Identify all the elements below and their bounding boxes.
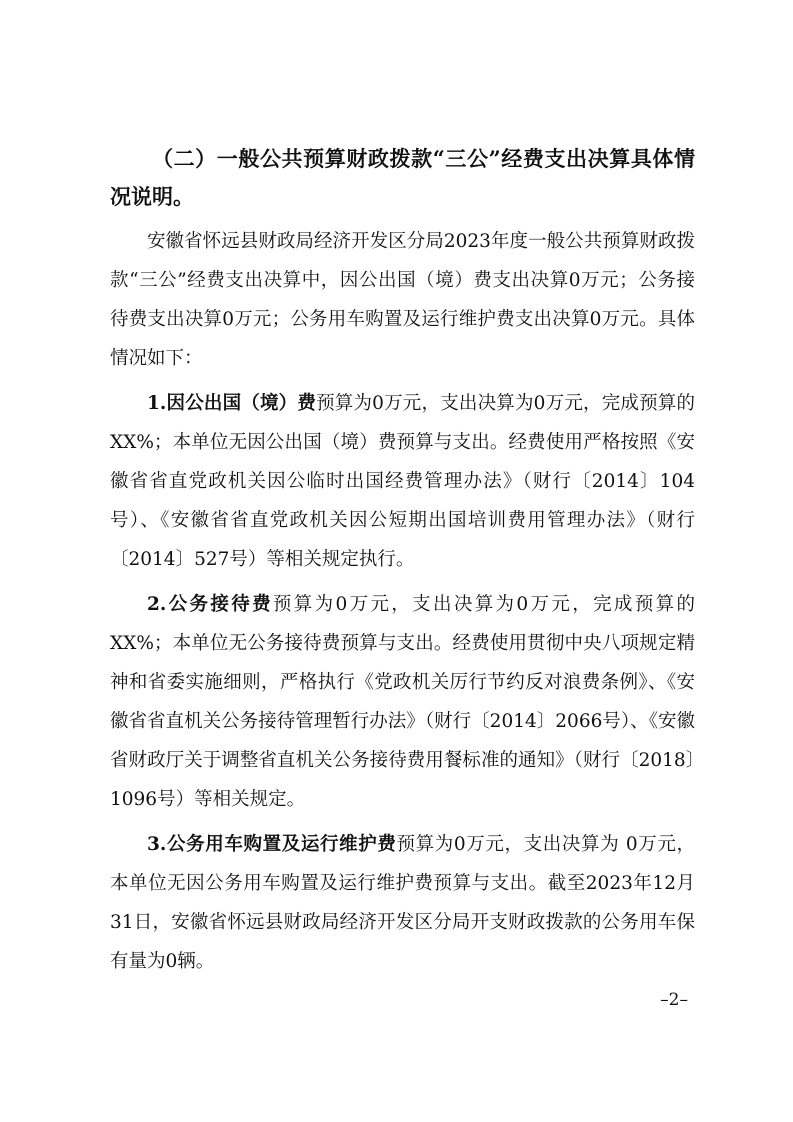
item-lead-1: 1.因公出国（境）费 xyxy=(147,393,317,414)
page-number: –2– xyxy=(660,990,688,1010)
item-paragraph-2 xyxy=(110,585,695,819)
item-paragraph-3 xyxy=(110,825,695,981)
item-lead-2: 2.公务接待费 xyxy=(147,594,273,615)
section-heading: （二）一般公共预算财政拨款“三公”经费支出决算具体情况说明。 xyxy=(110,146,695,209)
item-body-2: 预算为0万元，支出决算为0万元，完成预算的XX%；本单位无公务接待费预算与支出。经费使用贯彻中央八项规定精神和省委实施细则，严格执行《党政机关厉行节约反对浪费条例》、《安徽省省直机关公务接待管理暂行办法》（财行〔2014〕2066号）、《安徽省财政厅关于调整省直机关公务接待费用餐标准的通知》（财行〔2018〕1096号）等相关规定。 xyxy=(110,594,695,810)
item-paragraph-1 xyxy=(110,384,695,579)
item-body-1: 预算为0万元，支出决算为0万元，完成预算的XX%；本单位无因公出国（境）费预算与支出。经费使用严格按照《安徽省省直党政机关因公临时出国经费管理办法》（财行〔2014〕104号）、《安徽省省直党政机关因公短期出国培训费用管理办法》（财行〔2014〕527号）等相关规定执行。 xyxy=(110,393,695,570)
intro-paragraph: 安徽省怀远县财政局经济开发区分局2023年度一般公共预算财政拨款“三公”经费支出决算中，因公出国（境）费支出决算0万元；公务接待费支出决算0万元；公务用车购置及运行维护费支出决算0万元。具体情况如下： xyxy=(110,231,695,369)
item-lead-3: 3.公务用车购置及运行维护费 xyxy=(147,834,397,855)
item-body-3: 预算为0万元，支出决算为 0万元，本单位无因公务用车购置及运行维护费预算与支出。截至2023年12月31日，安徽省怀远县财政局经济开发区分局开支财政拨款的公务用车保有量为0辆。 xyxy=(110,834,695,972)
document-body xyxy=(110,140,695,981)
